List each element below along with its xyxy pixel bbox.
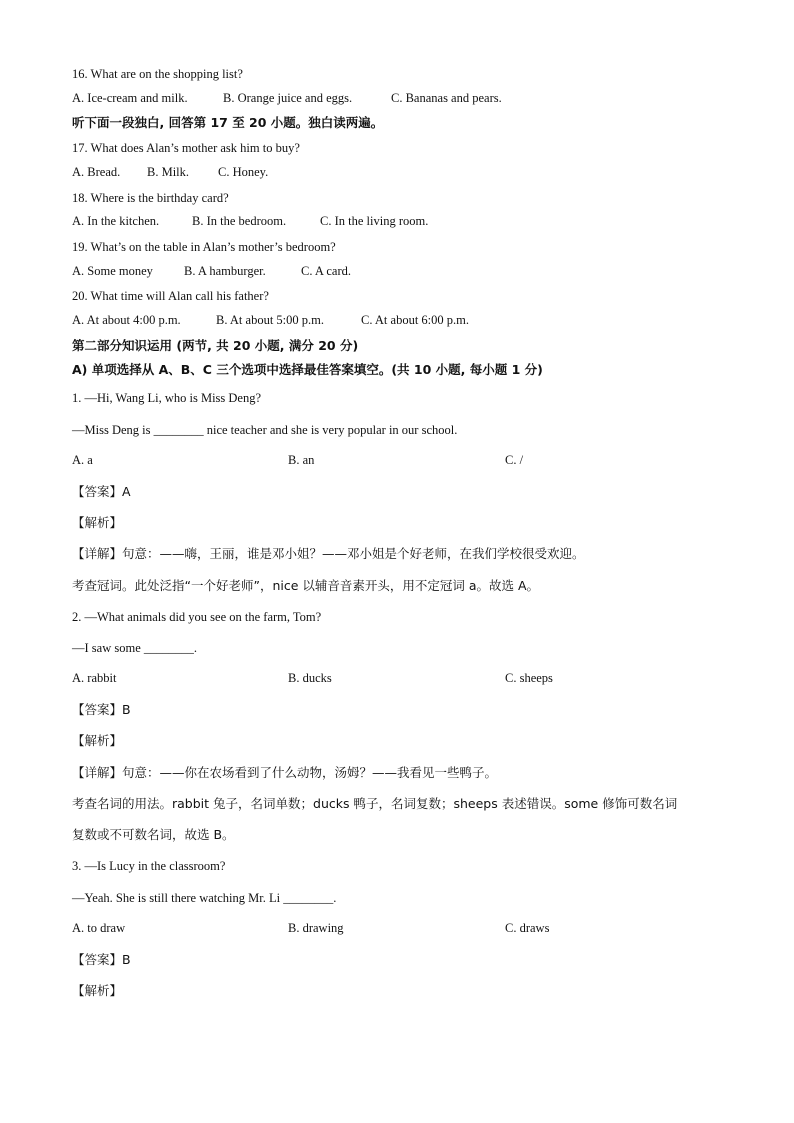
- section-instruction: 听下面一段独白, 回答第 17 至 20 小题。独白读两遍。: [72, 115, 384, 130]
- option-c: C. Bananas and pears.: [391, 91, 502, 105]
- option-b: B. an: [288, 453, 315, 467]
- option-c: C. sheeps: [505, 671, 553, 685]
- question-20: 20. What time will Alan call his father?: [72, 289, 269, 303]
- option-a: A. rabbit: [72, 671, 117, 685]
- detail-line: 【详解】句意：——嗨，王丽，谁是邓小姐？——邓小姐是个好老师，在我们学校很受欢迎。: [72, 546, 585, 561]
- option-c: C. At about 6:00 p.m.: [361, 313, 469, 327]
- option-b: B. Milk.: [147, 165, 190, 179]
- q1-line1: 1. —Hi, Wang Li, who is Miss Deng?: [72, 391, 262, 405]
- option-b: B. A hamburger.: [184, 264, 266, 278]
- part2-title: 第二部分知识运用 (两节, 共 20 小题, 满分 20 分): [72, 338, 359, 353]
- option-a: A. Bread.: [72, 165, 121, 179]
- answer-tag: 【答案】B: [72, 952, 131, 967]
- question-19: 19. What’s on the table in Alan’s mother’s bedroom?: [72, 240, 336, 254]
- detail-line: 复数或不可数名词，故选 B。: [72, 827, 235, 842]
- option-a: A. Ice-cream and milk.: [72, 91, 188, 105]
- option-c: C. A card.: [301, 264, 351, 278]
- q3-line1: 3. —Is Lucy in the classroom?: [72, 859, 226, 873]
- option-b: B. ducks: [288, 671, 332, 685]
- q1-line2: —Miss Deng is ________ nice teacher and she is very popular in our school.: [72, 423, 458, 437]
- option-b: B. Orange juice and eggs.: [223, 91, 353, 105]
- analysis-tag: 【解析】: [72, 983, 123, 998]
- question-18: 18. Where is the birthday card?: [72, 191, 229, 205]
- question-17: 17. What does Alan’s mother ask him to buy?: [72, 141, 300, 155]
- answer-tag: 【答案】A: [72, 484, 131, 499]
- question-16: 16. What are on the shopping list?: [72, 67, 243, 81]
- option-c: C. Honey.: [218, 165, 269, 179]
- detail-line: 【详解】句意：——你在农场看到了什么动物，汤姆？——我看见一些鸭子。: [72, 765, 498, 780]
- option-a: A. a: [72, 453, 93, 467]
- part2-subtitle: A) 单项选择从 A、B、C 三个选项中选择最佳答案填空。(共 10 小题, 每小题 1 分): [72, 362, 543, 377]
- option-a: A. to draw: [72, 921, 126, 935]
- detail-line: 考查名词的用法。rabbit 兔子，名词单数；ducks 鸭子，名词复数；sheeps 表述错误。some 修饰可数名词: [72, 796, 678, 811]
- option-a: A. At about 4:00 p.m.: [72, 313, 181, 327]
- option-b: B. In the bedroom.: [192, 214, 287, 228]
- option-c: C. draws: [505, 921, 550, 935]
- option-c: C. In the living room.: [320, 214, 429, 228]
- analysis-tag: 【解析】: [72, 515, 123, 530]
- option-b: B. drawing: [288, 921, 344, 935]
- q2-line1: 2. —What animals did you see on the farm, Tom?: [72, 610, 322, 624]
- analysis-tag: 【解析】: [72, 733, 123, 748]
- q3-line2: —Yeah. She is still there watching Mr. Li ________.: [72, 891, 337, 905]
- answer-tag: 【答案】B: [72, 702, 131, 717]
- option-b: B. At about 5:00 p.m.: [216, 313, 324, 327]
- option-a: A. Some money: [72, 264, 153, 278]
- q2-line2: —I saw some ________.: [72, 641, 197, 655]
- option-a: A. In the kitchen.: [72, 214, 160, 228]
- detail-line: 考查冠词。此处泛指“一个好老师”，nice 以辅音音素开头，用不定冠词 a。故选 A。: [72, 578, 540, 593]
- option-c: C. /: [505, 453, 524, 467]
